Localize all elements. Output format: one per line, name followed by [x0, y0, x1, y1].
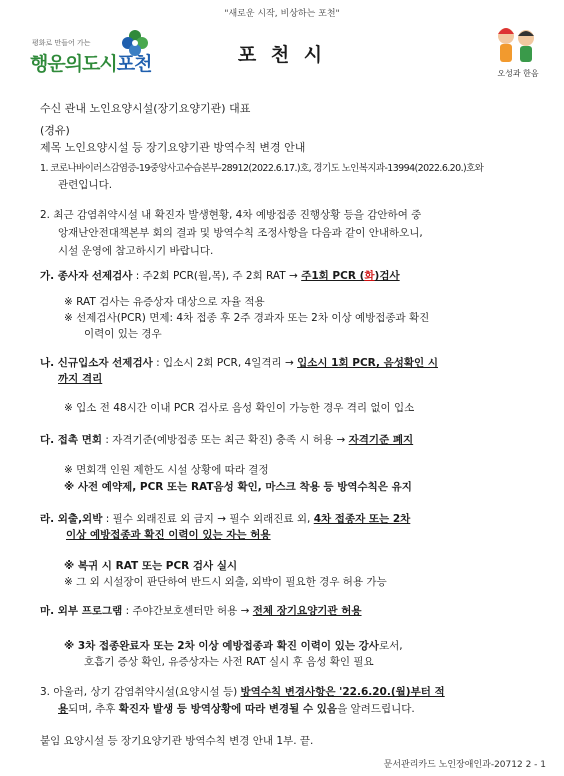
item-ga-head: 가. 종사자 선제검사	[40, 270, 133, 282]
item-ma-result: 전체 장기요양기관 허용	[252, 605, 362, 617]
paragraph-3-e: 확진자 발생 등 방역상황에 따라 변경될 수 있음	[118, 703, 338, 715]
paragraph-3-b: 방역수칙 변경사항은 '22.6.20.(월)부터 적	[240, 686, 445, 698]
footer-doc-id: 문서관리카드 노인장애인과-20712 2 - 1	[383, 760, 546, 770]
paragraph-2-line-3: 시설 운영에 참고하시기 바랍니다.	[58, 245, 214, 257]
item-ga-result-red: 화	[364, 270, 375, 282]
item-ra-head: 라. 외출,외박	[40, 513, 103, 525]
item-ra-mid: : 필수 외래진료 외 금지 → 필수 외래진료 외,	[102, 513, 314, 525]
item-da-mid: : 자격기준(예방접종 또는 최근 확진) 충족 시 허용 →	[102, 434, 349, 446]
item-da-note-2: ※ 사전 예약제, PCR 또는 RAT음성 확인, 마스크 착용 등 방역수칙은 유지	[64, 481, 412, 493]
logo-text-b: 포천	[116, 53, 152, 75]
item-ma-note-1	[64, 639, 403, 654]
mascot-caption: 오성과 한음	[497, 69, 539, 78]
item-da-note-1: ※ 면회객 인원 제한도 시설 상황에 따라 결정	[64, 464, 269, 476]
item-ra-result-b: 이상 예방접종과 확진 이력이 있는 자는 허용	[66, 529, 271, 541]
item-da-result: 자격기준 폐지	[348, 434, 414, 446]
item-ma-note-1-line-2: 호흡기 증상 확인, 유증상자는 사전 RAT 실시 후 음성 확인 필요	[84, 656, 374, 668]
item-ra-line-2	[66, 528, 271, 543]
item-ga-note-1: ※ RAT 검사는 유증상자 대상으로 자율 적용	[64, 296, 265, 308]
item-da-head: 다. 접촉 면회	[40, 434, 103, 446]
item-ga-mid: : 주2회 PCR(월,목), 주 2회 RAT →	[132, 270, 302, 282]
item-na	[40, 356, 438, 371]
item-na-result-b: 까지 격리	[58, 373, 103, 385]
attachment-line: 붙임 요양시설 등 장기요양기관 방역수칙 변경 안내 1부. 끝.	[40, 735, 314, 747]
item-ga-note-2-line-1: ※ 선제검사(PCR) 면제: 4차 접종 후 2주 경과자 또는 2차 이상 예방접종과 확진	[64, 312, 430, 324]
item-ma-note-1-tail: 로서,	[378, 640, 403, 652]
item-ra-result-a: 4차 접종자 또는 2차	[313, 513, 411, 525]
paragraph-3-a: 3. 아울러, 상기 감염취약시설(요양시설 등)	[40, 686, 241, 698]
item-ma-mid: : 주야간보호센터만 허용 →	[122, 605, 253, 617]
paragraph-3-line-1	[40, 685, 445, 700]
item-ga-note-2-line-2: 이력이 있는 경우	[84, 328, 162, 340]
item-na-note-1: ※ 입소 전 48시간 이내 PCR 검사로 음성 확인이 가능한 경우 격리 없이 입소	[64, 402, 415, 414]
motto: "새로운 시작, 비상하는 포천"	[224, 9, 340, 19]
item-ma-head: 마. 외부 프로그램	[40, 605, 123, 617]
page-title: 포 천 시	[237, 44, 327, 66]
item-ma	[40, 604, 362, 619]
item-ga-result-a: 주1회 PCR (	[301, 270, 365, 282]
paragraph-3-line-2	[58, 702, 415, 717]
item-ra-note-2: ※ 그 외 시설장이 판단하여 반드시 외출, 외박이 필요한 경우 허용 가능	[64, 576, 387, 588]
item-ga-result-b: )검사	[374, 270, 400, 282]
paragraph-1-line-1: 1. 코로나바이러스감염증-19중앙사고수습본부-28912(2022.6.17.)호, 경기도 노인복지과-13994(2022.6.20.)호와	[40, 163, 484, 174]
paragraph-3-c: 용	[58, 703, 69, 715]
item-na-head: 나. 신규입소자 선제검사	[40, 357, 153, 369]
item-ma-note-1-bold: ※ 3차 접종완료자 또는 2차 이상 예방접종과 확진 이력이 있는 강사	[64, 640, 379, 652]
paragraph-1-line-2: 관련입니다.	[58, 179, 113, 191]
paragraph-3-f: 을 알려드립니다.	[337, 703, 415, 715]
paragraph-3-d: 되며, 추후	[68, 703, 119, 715]
item-na-result-a: 입소시 1회 PCR, 음성확인 시	[297, 357, 438, 369]
logo-text-a: 행운의도시	[30, 53, 117, 75]
paragraph-2-line-2: 앙재난안전대책본부 회의 결과 및 방역수칙 조정사항을 다음과 같이 안내하오니,	[58, 227, 423, 239]
item-ga	[40, 269, 400, 284]
item-na-line-2	[58, 372, 102, 387]
item-na-mid: : 입소시 2회 PCR, 4일격리 →	[152, 357, 298, 369]
via: (경유)	[40, 124, 70, 137]
item-ra	[40, 512, 410, 527]
item-da	[40, 433, 413, 448]
item-ra-note-1: ※ 복귀 시 RAT 또는 PCR 검사 실시	[64, 560, 238, 572]
subject: 제목 노인요양시설 등 장기요양기관 방역수칙 변경 안내	[40, 141, 306, 154]
paragraph-2-line-1: 2. 최근 감염취약시설 내 확진자 발생현황, 4차 예방접종 진행상황 등을 감안하여 중	[40, 209, 422, 221]
recipient: 수신 관내 노인요양시설(장기요양기관) 대표	[40, 102, 251, 115]
logo-tagline: 평화로 만들어 가는	[32, 39, 91, 47]
